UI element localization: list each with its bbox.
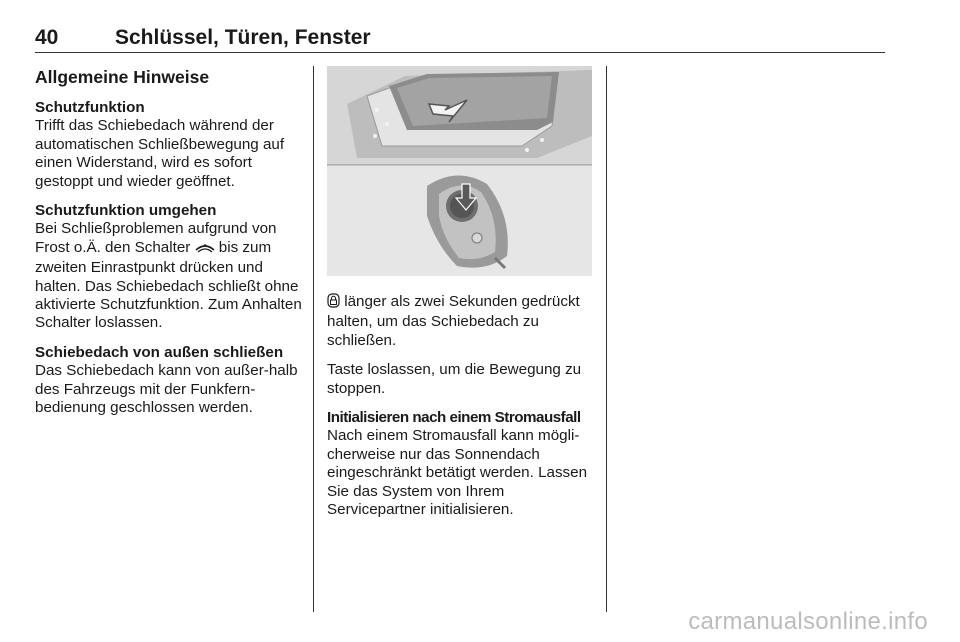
- paragraph-schutzfunktion: Trifft das Schiebedach während der automatischen Schließbewegung auf einen Widerstand, wird es sofort gestoppt und wieder geöffnet.: [35, 117, 285, 190]
- header-divider: [35, 52, 885, 53]
- paragraph-von-aussen-schliessen: Das Schiebedach kann von außer-halb des Fahrzeugs mit der Funkfern-bedienung geschlossen werden.: [35, 362, 298, 417]
- right-column: [327, 293, 595, 530]
- paragraph-initialisieren: Nach einem Stromausfall kann mögli-cherweise nur das Sonnendach eingeschränkt betätigt werden. Lassen Sie das System von Ihrem Servicepartner initialisieren.: [327, 427, 588, 519]
- chapter-title: Schlüssel, Türen, Fenster: [115, 26, 371, 49]
- page-header: [35, 26, 885, 52]
- paragraph-text-part2: bis zum zweiten Einrastpunkt drücken und halten. Das Schiebedach schließt ohne aktivierte Schutzfunktion. Zum Anhalten Schalter loslassen.: [35, 238, 302, 332]
- page-number: 40: [35, 26, 59, 49]
- subheading-von-aussen-schliessen: Schiebedach von außen schließen: [35, 343, 284, 361]
- column-divider-1: [313, 66, 314, 612]
- paragraph-text-part1: Bei Schließproblemen aufgrund von Frost o.Ä. den Schalter: [35, 220, 277, 256]
- column-divider-2: [606, 66, 607, 612]
- key-fob-lock-button-illustration: [327, 166, 592, 276]
- paragraph-schutzfunktion-umgehen: [35, 220, 303, 332]
- paragraph-lock-text: länger als zwei Sekunden gedrückt halten, um das Schiebedach zu schließen.: [327, 293, 580, 349]
- subheading-schutzfunktion-umgehen: Schutzfunktion umgehen: [35, 202, 217, 220]
- watermark: carmanualsonline.info: [688, 608, 928, 635]
- sunroof-keyfob-figure: [327, 66, 592, 276]
- section-title: Allgemeine Hinweise: [35, 67, 210, 87]
- left-column: [35, 66, 303, 429]
- subheading-schutzfunktion: Schutzfunktion: [35, 99, 145, 116]
- subheading-initialisieren: Initialisieren nach einem Stromausfall: [327, 409, 581, 427]
- sunroof-closing-illustration: [327, 66, 592, 165]
- lock-button-icon: [327, 293, 340, 313]
- sunroof-close-switch-icon: [195, 241, 215, 259]
- paragraph-lock-button: [327, 293, 595, 350]
- paragraph-release-button: Taste loslassen, um die Bewegung zu stoppen.: [327, 361, 582, 397]
